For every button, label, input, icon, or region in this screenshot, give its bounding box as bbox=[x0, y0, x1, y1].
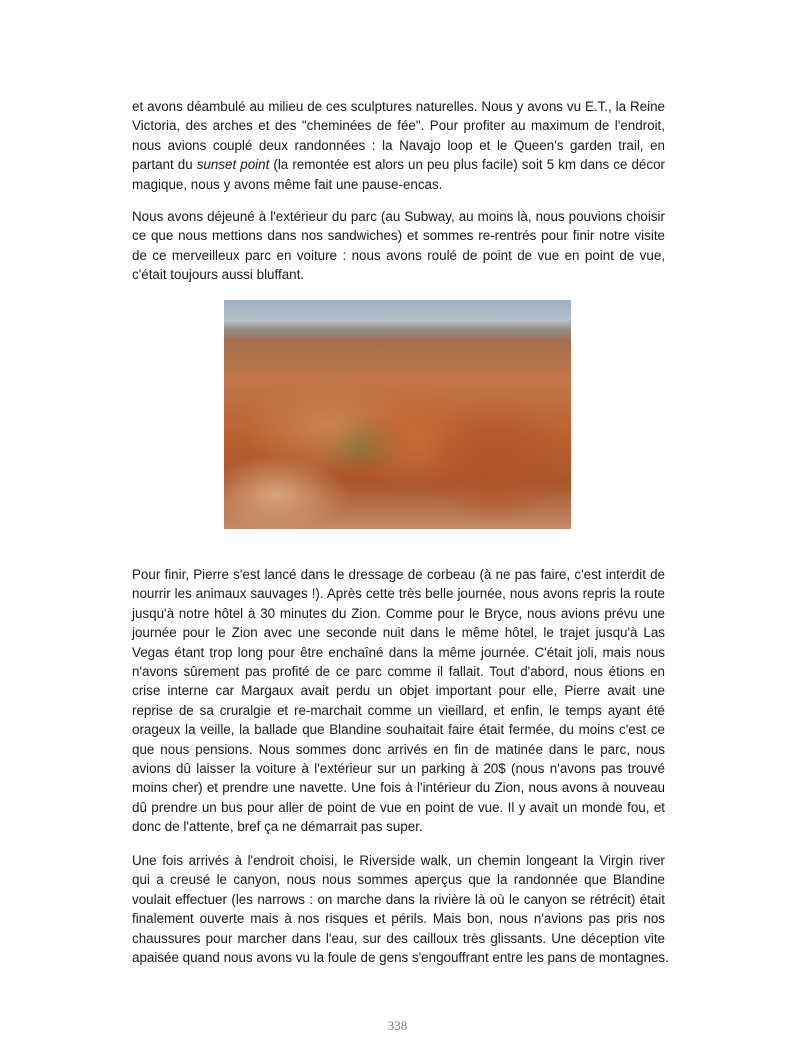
text-line: Une fois arrivés à l'endroit choisi, le Riverside walk, un chemin longeant la Virgin river bbox=[132, 853, 665, 868]
text-line: dû prendre un bus pour aller de point de vue en point de vue. Il y avait un monde fou, et bbox=[132, 799, 665, 815]
text-line: reprise de sa cruralgie et re-marchait comme un vieillard, et enfin, le temps ayant été bbox=[132, 702, 665, 718]
italic-term: sunset point bbox=[196, 157, 270, 173]
text-line: orageux la veille, la ballade que Blandine souhaitait faire était fermée, du moins c'est ce bbox=[132, 722, 665, 738]
text-line: ce que nous mettions dans nos sandwiches) et sommes re-rentrés pour finir notre visite bbox=[132, 228, 665, 244]
text-line: n'avons sûrement pas profité de ce parc comme il fallait. Tout d'abord, nous étions en bbox=[132, 663, 665, 679]
text-line: Victoria, des arches et des "cheminées de fée". Pour profiter au maximum de l'endroit, bbox=[132, 118, 665, 134]
text-line: Pour finir, Pierre s'est lancé dans le dressage de corbeau (à ne pas faire, c'est interdit de bbox=[132, 567, 665, 582]
text-line: et avons déambulé au milieu de ces sculptures naturelles. Nous y avons vu E.T., la Reine bbox=[132, 99, 665, 114]
text-line: Vegas étant trop long pour être enchaîné dans la même journée. C'était joli, mais nous bbox=[132, 644, 665, 660]
text-line: avions dû laisser la voiture à l'extérieur sur un parking à 20$ (nous n'avons pas trouvé bbox=[132, 760, 665, 776]
text-line: finalement ouverte mais à nos risques et périls. Mais bon, nous n'avions pas pris nos bbox=[132, 911, 665, 927]
text-segment: partant du bbox=[132, 157, 197, 173]
paragraph-1 bbox=[132, 97, 665, 194]
text-line: moins cher) et prendre une navette. Une fois à l'intérieur du Zion, nous avons à nouveau bbox=[132, 780, 665, 796]
page-number: 338 bbox=[387, 1018, 408, 1033]
text-line: c'était toujours aussi bluffant. bbox=[132, 267, 305, 283]
text-line: jusqu'à notre hôtel à 30 minutes du Zion. Comme pour le Bryce, nous avions prévu une bbox=[132, 605, 665, 621]
text-line: de ce merveilleux parc en voiture : nous avons roulé de point de vue en point de vue, bbox=[132, 247, 665, 263]
paragraph-3 bbox=[132, 565, 665, 836]
bryce-canyon-photo bbox=[224, 300, 571, 529]
text-line: nourrir les animaux sauvages !). Après cette très belle journée, nous avons repris la route bbox=[132, 586, 665, 602]
paragraph-4 bbox=[132, 851, 669, 967]
text-line: donc de l'attente, bref ça ne démarrait pas super. bbox=[132, 819, 423, 835]
text-line bbox=[132, 155, 665, 174]
text-line: magique, nous y avons même fait une pause-encas. bbox=[132, 176, 443, 192]
text-line: Nous avons déjeuné à l'extérieur du parc (au Subway, au moins là, nous pouvions choisir bbox=[132, 209, 665, 224]
text-line: crise interne car Margaux avait perdu un objet important pour elle, Pierre avait une bbox=[132, 683, 665, 699]
text-line: journée pour le Zion avec une seconde nuit dans le même hôtel, le trajet jusqu'à Las bbox=[132, 625, 665, 641]
text-line: voulait effectuer (les narrows : on marche dans la rivière là où le canyon se rétrécit) était bbox=[132, 891, 665, 907]
text-line: nous avions couplé deux randonnées : la Navajo loop et le Queen's garden trail, en bbox=[132, 137, 665, 153]
text-line: que nous pensions. Nous sommes donc arrivés en fin de matinée dans le parc, nous bbox=[132, 741, 665, 757]
text-line: apaisée quand nous avons vu la foule de gens s'engouffrant entre les pans de montagnes. bbox=[132, 949, 669, 965]
text-segment: (la remontée est alors un peu plus facile) soit 5 km dans ce décor bbox=[269, 157, 665, 173]
paragraph-2 bbox=[132, 207, 665, 285]
text-line: chaussures pour marcher dans l'eau, sur des cailloux très glissants. Une déception vite bbox=[132, 930, 665, 946]
text-line: qui a creusé le canyon, nous nous sommes aperçus que la randonnée que Blandine bbox=[132, 872, 665, 888]
